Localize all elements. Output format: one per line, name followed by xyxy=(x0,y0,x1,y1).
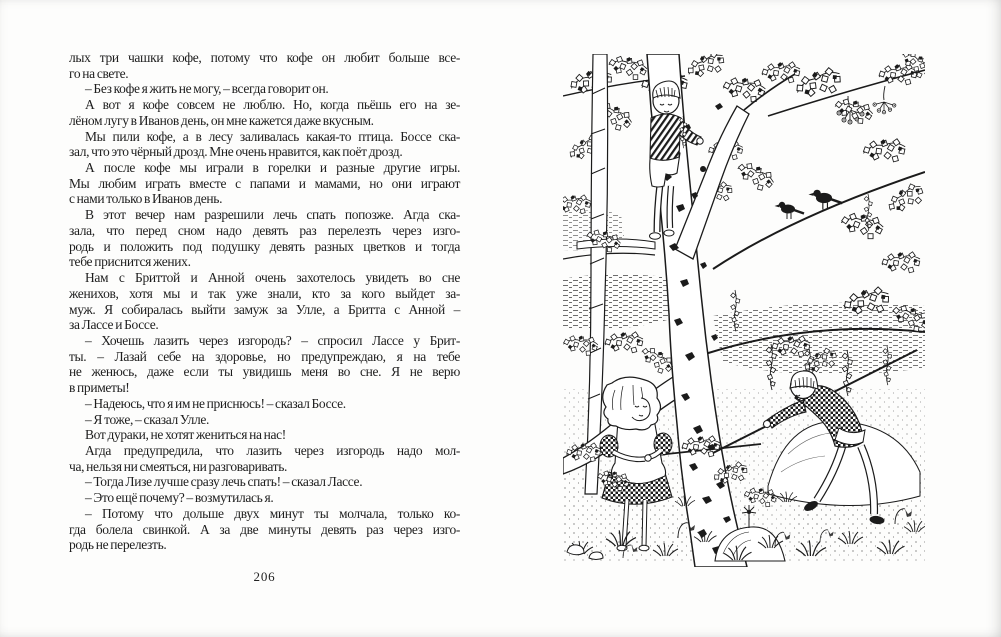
text-line: В этот вечер нам разрешили лечь спать попозже. Агда ска- xyxy=(85,207,460,223)
text-line: родь не перелезть. xyxy=(69,537,167,553)
text-line: не женюсь, даже если ты увидишь меня во сне. Я не верю xyxy=(69,364,460,380)
text-line: Агда предупредила, что лазить через изгородь надо мол- xyxy=(85,442,460,458)
text-line: – Потому что дольше двух минут ты молчала, только ко- xyxy=(85,505,460,521)
text-line: – Я тоже, – сказал Улле. xyxy=(85,411,210,427)
text-line: Мы любим играть вместе с папами и мамами, но они играют xyxy=(69,175,460,191)
text-line: А после кофе мы играли в горелки и разные другие игры. xyxy=(85,160,460,176)
text-line: лых три чашки кофе, потому что кофе он любит больше все- xyxy=(69,50,460,65)
text-line: А вот я кофе совсем не люблю. Но, когда пьёшь его на зе- xyxy=(85,97,460,113)
text-line: Нам с Бриттой и Анной очень захотелось увидеть во сне xyxy=(85,270,460,286)
bird-icon xyxy=(775,202,805,219)
text-line: муж. Я собиралась выйти замуж за Улле, а Бритта с Анной – xyxy=(69,301,460,317)
text-line: – Это ещё почему? – возмутилась я. xyxy=(85,490,274,506)
text-line: женихов, хотя мы и так уже знали, кто за кого выйдет за- xyxy=(69,285,460,301)
text-line: зала, что перед сном надо девять раз перелезть через изго- xyxy=(69,222,460,238)
illustration-svg xyxy=(563,54,925,567)
text-line: в приметы! xyxy=(69,380,130,396)
text-line: Мы пили кофе, а в лесу заливалась какая-то птица. Боссе ска- xyxy=(85,128,460,144)
text-line: зал, что это чёрный дрозд. Мне очень нравится, как поёт дрозд. xyxy=(69,144,403,160)
text-line: тебе приснится жених. xyxy=(69,254,191,270)
birch-tree-illustration xyxy=(563,54,925,567)
text-line: – Хочешь лазить через изгородь? – спросил Лассе у Брит- xyxy=(85,332,460,348)
page-number: 206 xyxy=(253,569,276,584)
text-line: за Лассе и Боссе. xyxy=(69,317,159,333)
bird-icon xyxy=(808,190,842,210)
leaf-clusters-top xyxy=(566,54,925,207)
left-page-text-column xyxy=(69,50,460,553)
text-line: ты. – Лазай себе на здоровье, но предупреждаю, я на тебе xyxy=(69,348,460,364)
text-line: родь и положить под подушку девять разных цветков и тогда xyxy=(69,238,460,254)
text-line: – Надеюсь, что я им не приснюсь! – сказал Боссе. xyxy=(85,395,346,411)
text-line: го на свете. xyxy=(69,65,129,81)
text-line: ча, нельзя ни смеяться, ни разговаривать. xyxy=(69,458,288,474)
text-line: – Тогда Лизе лучше сразу лечь спать! – сказал Лассе. xyxy=(85,474,363,490)
text-line: гда болела свинкой. А за две минуты девять раз через изго- xyxy=(69,521,460,537)
text-line: Вот дураки, не хотят жениться на нас! xyxy=(85,427,286,443)
text-line: лёном лугу в Иванов день, он мне кажется даже вкусным. xyxy=(69,112,374,128)
text-line: с нами только в Иванов день. xyxy=(69,191,223,207)
text-line: – Без кофе я жить не могу, – всегда говорит он. xyxy=(85,81,329,97)
